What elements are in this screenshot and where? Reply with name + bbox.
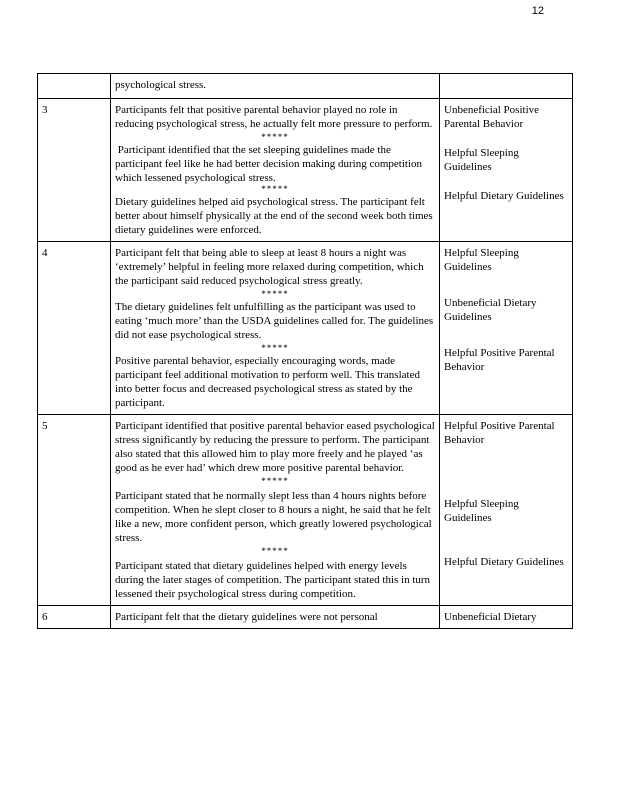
separator: ***** xyxy=(261,343,289,353)
theme-label: Helpful Positive Parental Behavior xyxy=(444,347,555,373)
themes-cell xyxy=(440,99,573,242)
participant-id: 3 xyxy=(38,99,111,242)
finding-text: psychological stress. xyxy=(115,79,207,91)
finding-text: Participant identified that positive parental behavior eased psychological stress significantly by reducing the pressure to perform. The participant also stated that this allowed him to play more freely and he played ‘as good as he ever had’ which drew more positive parental behavior. xyxy=(115,420,435,474)
theme-label: Unbeneficial Dietary xyxy=(444,611,537,623)
theme-label: Helpful Sleeping Guidelines xyxy=(444,147,519,173)
finding-text: Participant stated that dietary guidelines helped with energy levels during the later stages of competition. The participant stated this in turn lessened their psychological stress during competition. xyxy=(115,560,431,600)
participant-id: 4 xyxy=(38,242,111,415)
participant-id: 5 xyxy=(38,415,111,606)
finding-text: Positive parental behavior, especially encouraging words, made participant feel additional motivation to perform well. This translated into better focus and decreased psychological stress as stated by the participant. xyxy=(115,355,420,409)
table-row xyxy=(38,242,573,415)
separator: ***** xyxy=(261,132,289,142)
finding-text: Participant felt that being able to sleep at least 8 hours a night was ‘extremely’ helpful in feeling more relaxed during competition, which the participant said reduced psychological stress greatly. xyxy=(115,247,424,287)
findings-cell xyxy=(111,74,440,99)
separator: ***** xyxy=(261,476,289,486)
participant-id xyxy=(38,74,111,99)
separator: ***** xyxy=(261,184,289,194)
theme-label: Unbeneficial Dietary Guidelines xyxy=(444,297,537,323)
separator: ***** xyxy=(261,289,289,299)
themes-cell xyxy=(440,415,573,606)
finding-text: Participant identified that the set sleeping guidelines made the participant feel like he had better decision making during competition which lessened psychological stress. xyxy=(115,144,425,184)
page-number: 12 xyxy=(531,5,544,17)
findings-cell xyxy=(111,242,440,415)
theme-label: Helpful Sleeping Guidelines xyxy=(444,247,519,273)
themes-cell xyxy=(440,242,573,415)
theme-label: Helpful Dietary Guidelines xyxy=(444,190,564,202)
table-row xyxy=(38,99,573,242)
table-row xyxy=(38,415,573,606)
participant-id: 6 xyxy=(38,606,111,629)
themes-cell xyxy=(440,606,573,629)
findings-cell xyxy=(111,415,440,606)
theme-label: Helpful Dietary Guidelines xyxy=(444,556,564,568)
finding-text: Dietary guidelines helped aid psychological stress. The participant felt better about himself physically at the end of the second week both times dietary guidelines were enforced. xyxy=(115,196,433,236)
theme-label: Helpful Positive Parental Behavior xyxy=(444,420,555,446)
theme-label: Helpful Sleeping Guidelines xyxy=(444,498,519,524)
theme-label: Unbeneficial Positive Parental Behavior xyxy=(444,104,540,130)
finding-text: Participant felt that the dietary guidelines were not personal xyxy=(115,611,378,623)
separator: ***** xyxy=(261,546,289,556)
table-row xyxy=(38,74,573,99)
themes-cell xyxy=(440,74,573,99)
findings-cell xyxy=(111,99,440,242)
results-table xyxy=(37,73,573,629)
findings-cell xyxy=(111,606,440,629)
finding-text: Participant stated that he normally slept less than 4 hours nights before competition. When he slept closer to 8 hours a night, he said that he felt like a new, more confident person, which greatly lowered psychological stress. xyxy=(115,490,432,544)
finding-text: Participants felt that positive parental behavior played no role in reducing psychological stress, he actually felt more pressure to perform. xyxy=(115,104,433,130)
finding-text: The dietary guidelines felt unfulfilling as the participant was used to eating ‘much more’ than the USDA guidelines called for. The guidelines did not ease psychological stress. xyxy=(115,301,434,341)
table-row xyxy=(38,606,573,629)
